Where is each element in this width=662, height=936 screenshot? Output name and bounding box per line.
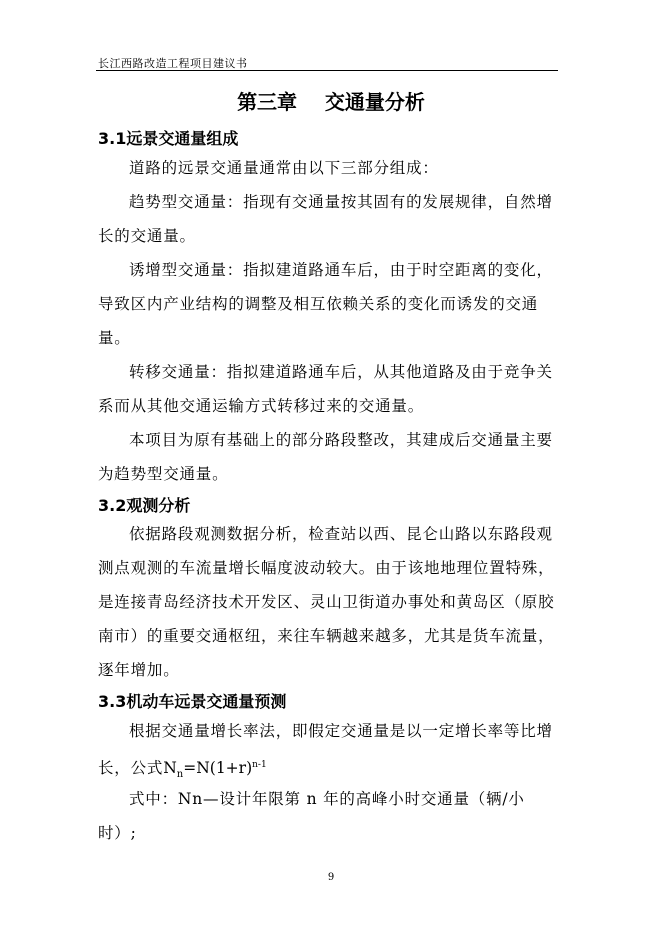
header-divider	[96, 70, 558, 71]
paragraph: 道路的远景交通量通常由以下三部分组成：	[129, 159, 439, 177]
page-number: 9	[327, 872, 335, 883]
paragraph: 本项目为原有基础上的部分路段整改，其建成后交通量主要为趋势型交通量。	[98, 431, 553, 483]
paragraph: 诱增型交通量：指拟建道路通车后，由于时空距离的变化，导致区内产业结构的调整及相互依赖关系的变化而诱发的交通量。	[98, 261, 553, 347]
paragraph: 依据路段观测数据分析，检查站以西、昆仑山路以东路段观测点观测的车流量增长幅度波动较大。由于该地地理位置特殊，是连接青岛经济技术开发区、灵山卫街道办事处和黄岛区（原胶南市）的重要交通枢纽，来往车辆越来越多，尤其是货车流量，逐年增加。	[98, 525, 555, 679]
paragraph: 转移交通量：指拟建道路通车后，从其他道路及由于竞争关系而从其他交通运输方式转移过来的交通量。	[98, 363, 553, 415]
running-header: 长江西路改造工程项目建议书	[98, 57, 248, 70]
section-heading-3-1: 3.1远景交通量组成	[98, 129, 239, 148]
formula-definition: 式中：Nn—设计年限第 n 年的高峰小时交通量（辆/小时）;	[98, 790, 525, 842]
paragraph: 趋势型交通量：指现有交通量按其固有的发展规律，自然增长的交通量。	[98, 193, 553, 245]
paragraph-text: 根据交通量增长率法，即假定交通量是以一定增长率等比增长，公式	[98, 722, 553, 778]
section-heading-3-2: 3.2观测分析	[98, 496, 191, 515]
formula: $N_n=N(1+r)^{n-1}$	[163, 759, 267, 781]
chapter-title: 第三章 交通量分析	[237, 90, 425, 114]
formula-paragraph	[98, 714, 560, 792]
section-heading-3-3: 3.3机动车远景交通量预测	[98, 692, 287, 711]
